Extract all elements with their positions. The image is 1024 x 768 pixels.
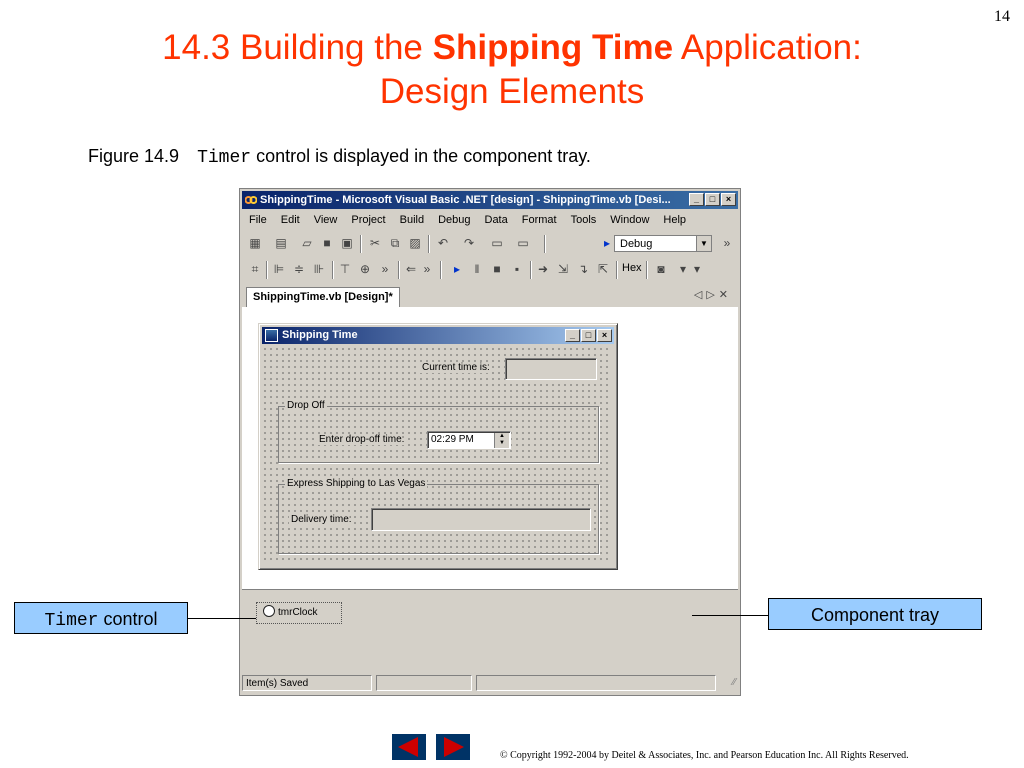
copyright-notice: © Copyright 1992-2004 by Deitel & Associates, Inc. and Pearson Education Inc. All Rights Reserved.	[500, 750, 909, 761]
previous-slide-icon[interactable]	[392, 734, 426, 760]
align-center-icon[interactable]: ≑	[293, 262, 305, 276]
close-icon[interactable]: ✕	[718, 289, 732, 301]
form-minimize-button[interactable]: _	[565, 329, 580, 342]
align-grid-icon[interactable]: ⌗	[251, 262, 259, 276]
new-project-icon[interactable]: ▦	[249, 236, 261, 250]
current-time-label: Current time is:	[422, 362, 490, 373]
menu-tools[interactable]: Tools	[570, 214, 597, 226]
stop-icon[interactable]: ■	[493, 262, 501, 276]
show-next-statement-icon[interactable]: ➜	[537, 262, 549, 276]
form-icon	[265, 329, 278, 342]
toolbar-overflow-icon[interactable]: ▾	[693, 262, 701, 276]
delivery-label: Delivery time:	[291, 514, 352, 525]
caption-label: Figure 14.9	[88, 146, 180, 166]
paste-icon[interactable]: ▨	[409, 236, 421, 250]
align-top-icon[interactable]: ⊤	[339, 262, 351, 276]
delivery-time-display[interactable]	[371, 508, 591, 531]
current-time-display[interactable]	[505, 358, 597, 380]
step-into-icon[interactable]: ⇲	[557, 262, 569, 276]
timer-callout-code: Timer	[44, 611, 99, 631]
redo-icon[interactable]: ↷	[463, 236, 475, 250]
tab-shippingtime-design[interactable]: ShippingTime.vb [Design]*	[246, 287, 400, 307]
dropoff-groupbox[interactable]	[278, 400, 599, 463]
navigate-back-icon[interactable]: ▭	[491, 236, 503, 250]
form-grid	[262, 346, 612, 564]
caption-text: control is displayed in the component tray.	[251, 146, 591, 166]
continue-icon[interactable]: ▸	[453, 262, 461, 276]
form-title: Shipping Time	[282, 329, 358, 341]
menu-view[interactable]: View	[313, 214, 338, 226]
copy-icon[interactable]: ⧉	[390, 236, 400, 250]
standard-toolbar	[244, 233, 736, 255]
timer-leader-line	[188, 618, 256, 619]
menu-build[interactable]: Build	[399, 214, 425, 226]
tab-controls	[694, 288, 732, 301]
ide-window-title: ShippingTime - Microsoft Visual Basic .NET [design] - ShippingTime.vb [Desi...	[260, 194, 671, 206]
chevron-down-icon[interactable]: ▾	[679, 262, 687, 276]
ide-window	[239, 188, 741, 696]
step-over-icon[interactable]: ↴	[577, 262, 589, 276]
title-prefix: 14.3 Building the	[162, 28, 433, 67]
tab-prev-icon[interactable]: ◁	[693, 289, 707, 301]
title-line2: Design Elements	[379, 72, 645, 111]
spinner-icon[interactable]: ▲ ▼	[494, 433, 509, 448]
status-text: Item(s) Saved	[242, 675, 372, 691]
menu-edit[interactable]: Edit	[280, 214, 300, 226]
tray-leader-line	[692, 615, 768, 616]
minimize-button[interactable]: _	[689, 193, 704, 206]
express-groupbox[interactable]	[278, 478, 599, 554]
save-all-icon[interactable]: ▣	[341, 236, 353, 250]
menu-project[interactable]: Project	[351, 214, 386, 226]
tmrclock-component[interactable]	[256, 602, 342, 624]
navigate-forward-icon[interactable]: ▭	[517, 236, 529, 250]
caption-code: Timer	[197, 148, 252, 168]
stopwatch-icon	[263, 605, 275, 617]
start-debug-icon[interactable]: ▸	[603, 236, 611, 250]
component-tray-callout	[768, 598, 982, 630]
chevron-down-icon: ▼	[696, 236, 711, 251]
status-panel-2	[376, 675, 472, 691]
breakpoints-icon[interactable]: ◙	[657, 262, 665, 276]
title-bold: Shipping Time	[432, 28, 674, 67]
toolbar-overflow-icon[interactable]: »	[723, 236, 731, 250]
menu-window[interactable]: Window	[610, 214, 650, 226]
hex-toggle[interactable]: Hex	[622, 262, 642, 274]
menu-format[interactable]: Format	[521, 214, 557, 226]
dropoff-time-value: 02:29 PM	[431, 434, 474, 445]
component-tray	[242, 589, 738, 674]
express-group-label: Express Shipping to Las Vegas	[287, 478, 426, 489]
menu-debug[interactable]: Debug	[438, 214, 471, 226]
status-panel-3	[476, 675, 716, 691]
solution-config-value: Debug	[620, 238, 653, 250]
menu-bar	[242, 211, 693, 229]
timer-callout-text: control	[98, 609, 158, 629]
cut-icon[interactable]: ✂	[369, 236, 381, 250]
toolbar-overflow-icon[interactable]: »	[423, 262, 431, 276]
step-out-icon[interactable]: ⇱	[597, 262, 609, 276]
form-maximize-button[interactable]: □	[581, 329, 596, 342]
menu-data[interactable]: Data	[484, 214, 508, 226]
save-icon[interactable]: ■	[323, 236, 331, 250]
form-title-bar[interactable]	[262, 327, 614, 344]
dropoff-time-picker[interactable]	[427, 431, 511, 449]
restart-icon[interactable]: ▪	[514, 262, 520, 276]
maximize-button[interactable]: □	[705, 193, 720, 206]
tray-callout-text: Component tray	[810, 605, 940, 625]
form-close-button[interactable]: ×	[597, 329, 612, 342]
resize-grip-icon[interactable]: ⁄⁄	[732, 677, 736, 688]
dropoff-label: Enter drop-off time:	[319, 434, 405, 445]
undo-icon[interactable]: ↶	[437, 236, 449, 250]
open-folder-icon[interactable]: ▱	[302, 236, 312, 250]
slide-title	[0, 26, 1024, 114]
menu-help[interactable]: Help	[663, 214, 687, 226]
tmrclock-label: tmrClock	[278, 607, 318, 618]
designer-surface	[242, 307, 738, 589]
arrow-left-icon[interactable]: ⇐	[405, 262, 417, 276]
figure-caption	[88, 146, 591, 168]
tab-next-icon[interactable]: ▷	[706, 289, 719, 301]
document-tabstrip	[242, 285, 738, 308]
timer-control-callout	[14, 602, 188, 634]
add-item-icon[interactable]: ▤	[275, 236, 287, 250]
align-middle-icon[interactable]: ⊕	[359, 262, 371, 276]
close-button[interactable]: ×	[721, 193, 736, 206]
align-left-icon[interactable]: ⊫	[273, 262, 285, 276]
ide-title-bar[interactable]	[242, 191, 738, 209]
next-slide-icon[interactable]	[436, 734, 470, 760]
page-number: 14	[994, 8, 1010, 25]
align-right-icon[interactable]: ⊪	[313, 262, 325, 276]
status-bar	[242, 675, 738, 693]
solution-config-select[interactable]	[614, 235, 712, 252]
title-suffix: Application:	[673, 28, 862, 67]
dropoff-group-label: Drop Off	[287, 400, 325, 411]
menu-file[interactable]: File	[249, 214, 267, 226]
layout-toolbar	[244, 259, 736, 281]
vs-infinity-icon	[245, 194, 257, 206]
toolbar-overflow-icon[interactable]: »	[381, 262, 389, 276]
pause-icon[interactable]: ‖	[474, 262, 480, 276]
shipping-time-form[interactable]	[258, 323, 618, 570]
